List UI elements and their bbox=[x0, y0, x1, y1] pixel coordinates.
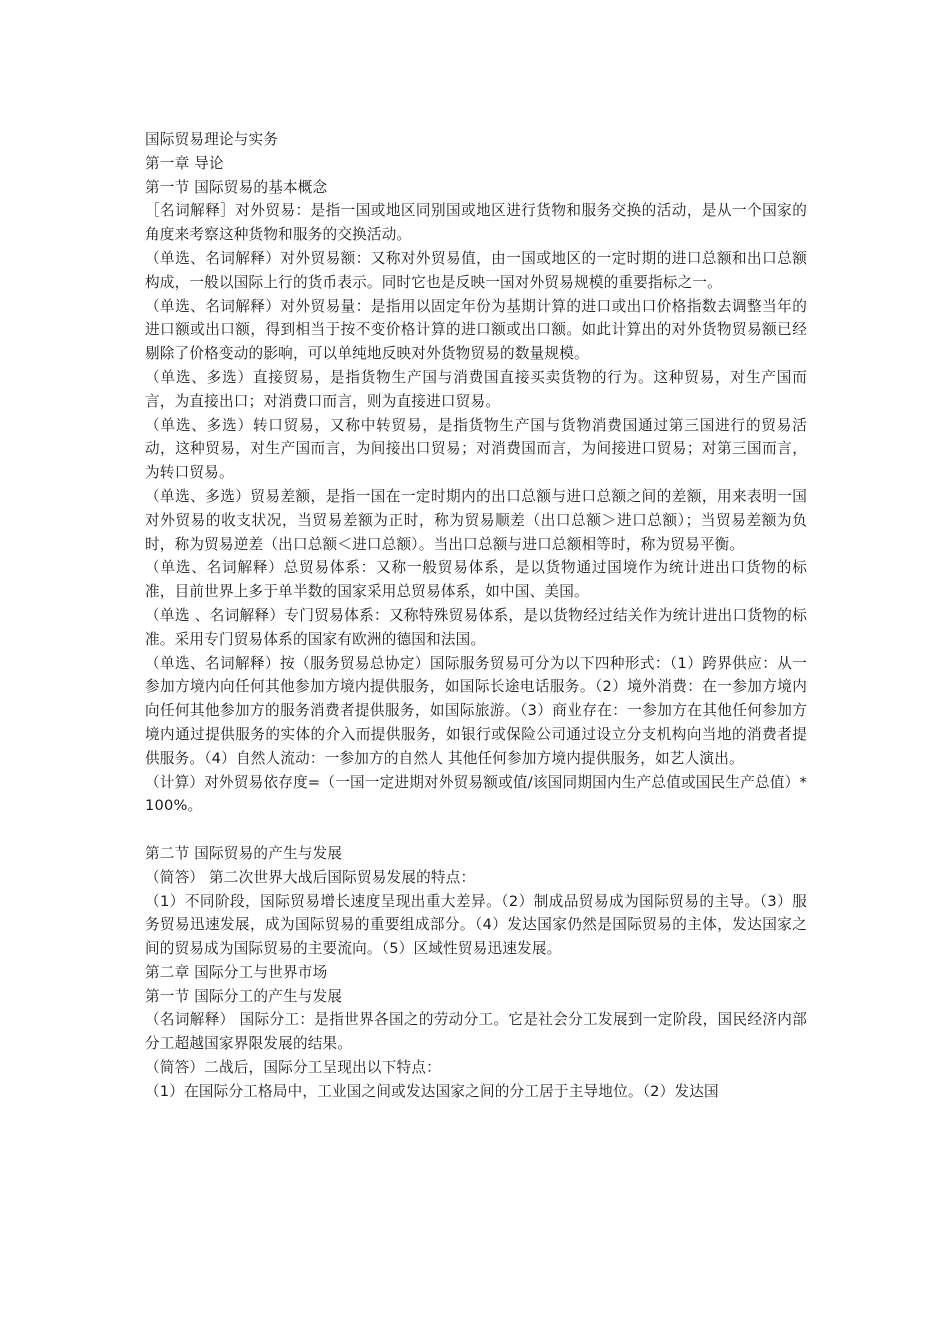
chapter-1-section-1-heading: 第一节 国际贸易的基本概念 bbox=[145, 178, 328, 196]
paragraph-general-trade-system: （单选、名词解释）总贸易体系：又称一般贸易体系，是以货物通过国境作为统计进出口货物的标准，目前世界上多于单半数的国家采用总贸易体系，如中国、美国。 bbox=[145, 559, 807, 601]
chapter-1-section-2-heading: 第二节 国际贸易的产生与发展 bbox=[145, 844, 343, 862]
blank-line bbox=[145, 818, 807, 842]
paragraph-trade-value: （单选、名词解释）对外贸易额：又称对外贸易值，由一国或地区的一定时期的进口总额和出口总额构成，一般以国际上行的货币表示。同时它也是反映一国对外贸易规模的重要指标之一。 bbox=[145, 249, 807, 291]
paragraph-postwar-division-features: （1）在国际分工格局中，工业国之间或发达国家之间的分工居于主导地位。（2）发达国 bbox=[145, 1082, 719, 1100]
paragraph-trade-dependence: （计算）对外贸易依存度=（一国一定进期对外贸易额或值/该国同期国内生产总值或国民生产总值）*100%。 bbox=[145, 773, 807, 815]
chapter-2-section-1-heading: 第一节 国际分工的产生与发展 bbox=[145, 987, 343, 1005]
paragraph-trade-quantum: （单选、名词解释）对外贸易量：是指用以固定年份为基期计算的进口或出口价格指数去调整当年的进口额或出口额，得到相当于按不变价格计算的进口额或出口额。如此计算出的对外货物贸易额已经剔除了价格变动的影响，可以单纯地反映对外货物贸易的数量规模。 bbox=[145, 297, 807, 363]
paragraph-postwar-division-question: （简答）二战后，国际分工呈现出以下特点： bbox=[145, 1059, 441, 1077]
chapter-2-heading: 第二章 国际分工与世界市场 bbox=[145, 963, 328, 981]
chapter-1-heading: 第一章 导论 bbox=[145, 154, 224, 172]
document-body bbox=[145, 128, 807, 1104]
paragraph-postwar-features: （1）不同阶段，国际贸易增长速度呈现出重大差异。（2）制成品贸易成为国际贸易的主导。（3）服务贸易迅速发展，成为国际贸易的重要组成部分。（4）发达国家仍然是国际贸易的主体，发达国家之间的贸易成为国际贸易的主要流向。（5）区域性贸易迅速发展。 bbox=[145, 892, 807, 958]
paragraph-trade-balance: （单选、多选）贸易差额，是指一国在一定时期内的出口总额与进口总额之间的差额，用来表明一国对外贸易的收支状况，当贸易差额为正时，称为贸易顺差（出口总额＞进口总额）；当贸易差额为负时，称为贸易逆差（出口总额＜进口总额）。当出口总额与进口总额相等时，称为贸易平衡。 bbox=[145, 487, 807, 553]
paragraph-service-trade-modes: （单选、名词解释）按（服务贸易总协定）国际服务贸易可分为以下四种形式：（1）跨界供应：从一参加方境内向任何其他参加方境内提供服务，如国际长途电话服务。（2）境外消费：在一参加方境内向任何其他参加方的服务消费者提供服务，如国际旅游。（3）商业存在：一参加方在其他任何参加方境内通过提供服务的实体的介入而提供服务，如银行或保险公司通过设立分支机构向当地的消费者提供服务。（4）自然人流动：一参加方的自然人 其他任何参加方境内提供服务，如艺人演出。 bbox=[145, 654, 807, 767]
paragraph-postwar-question: （简答） 第二次世界大战后国际贸易发展的特点： bbox=[145, 868, 476, 886]
document-title: 国际贸易理论与实务 bbox=[145, 131, 279, 148]
paragraph-foreign-trade: ［名词解释］对外贸易：是指一国或地区同别国或地区进行货物和服务交换的活动，是从一个国家的角度来考察这种货物和服务的交换活动。 bbox=[145, 202, 807, 244]
paragraph-transit-trade: （单选、多选）转口贸易，又称中转贸易，是指货物生产国与货物消费国通过第三国进行的贸易活动，这种贸易，对生产国而言，为间接出口贸易；对消费国而言，为间接进口贸易；对第三国而言，为转口贸易。 bbox=[145, 416, 807, 482]
paragraph-direct-trade: （单选、多选）直接贸易，是指货物生产国与消费国直接买卖货物的行为。这种贸易，对生产国而言，为直接出口；对消费口而言，则为直接进口贸易。 bbox=[145, 368, 807, 410]
paragraph-special-trade-system: （单选 、名词解释）专门贸易体系：又称特殊贸易体系，是以货物经过结关作为统计进出口货物的标准。采用专门贸易体系的国家有欧洲的德国和法国。 bbox=[145, 606, 807, 648]
paragraph-international-division: （名词解释） 国际分工：是指世界各国之的劳动分工。它是社会分工发展到一定阶段，国民经济内部分工超越国家界限发展的结果。 bbox=[145, 1011, 807, 1053]
